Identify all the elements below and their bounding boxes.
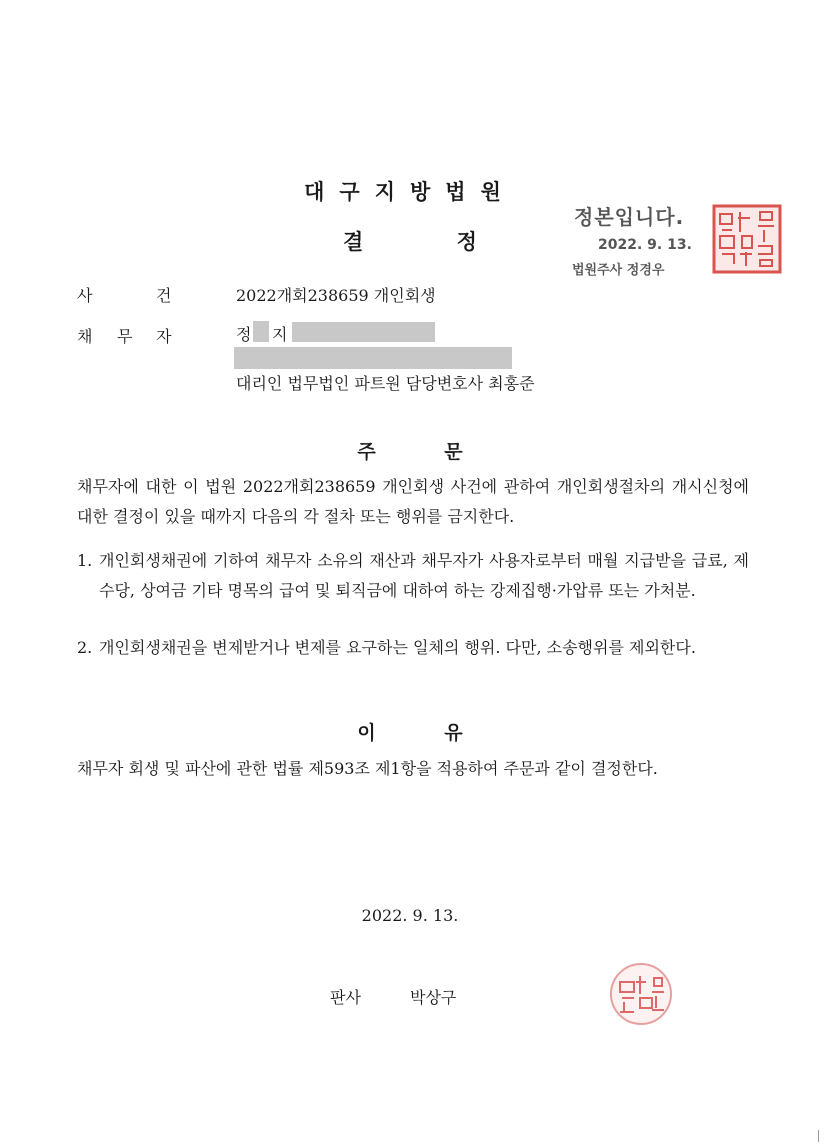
- certification-date: 2022. 9. 13.: [598, 237, 692, 253]
- order-item-number: 2.: [77, 638, 93, 657]
- document-title: 결 정: [343, 230, 477, 254]
- order-item-1: [77, 546, 749, 606]
- page-edge-mark: [818, 1130, 819, 1142]
- judge-name: 박상구: [410, 988, 457, 1007]
- redacted-address-mask: [234, 347, 512, 369]
- debtor-agent: 대리인 법무법인 파트원 담당변호사 최홍준: [236, 374, 535, 393]
- case-number: 2022개회238659 개인회생: [236, 286, 436, 305]
- judge-seal-icon: [606, 958, 676, 1028]
- debtor-label-2: 무: [117, 327, 133, 346]
- order-item-number: 1.: [77, 551, 93, 570]
- decision-date: 2022. 9. 13.: [361, 906, 459, 925]
- debtor-label-1: 채: [77, 327, 93, 346]
- case-label-1: 사: [77, 286, 93, 305]
- order-item-2: [77, 633, 749, 663]
- certification-clerk: 법원주사 정경우: [572, 263, 665, 278]
- order-intro: 채무자에 대한 이 법원 2022개회238659 개인회생 사건에 관하여 개인회생절차의 개시신청에 대한 결정이 있을 때까지 다음의 각 절차 또는 행위를 금지한다.: [77, 477, 749, 526]
- order-item-text: 개인회생채권을 변제받거나 변제를 요구하는 일체의 행위. 다만, 소송행위를 제외한다.: [99, 638, 696, 657]
- court-name: 대구지방법원: [304, 180, 516, 204]
- debtor-label-3: 자: [156, 327, 172, 346]
- redacted-id-mask: [292, 322, 435, 342]
- judge-label: 판사: [330, 988, 361, 1007]
- redacted-name-mask: [253, 321, 269, 342]
- reason-text: 채무자 회생 및 파산에 관한 법률 제593조 제1항을 적용하여 주문과 같이 결정한다.: [77, 759, 658, 778]
- certification-title: 정본입니다.: [574, 205, 685, 229]
- debtor-name-first: 정: [236, 325, 252, 344]
- order-heading: 주 문: [357, 441, 463, 463]
- case-label-2: 건: [156, 286, 172, 305]
- reason-heading: 이 유: [357, 722, 463, 744]
- order-item-text: 개인회생채권에 기하여 채무자 소유의 재산과 채무자가 사용자로부터 매월 지급받을 급료, 제수당, 상여금 기타 명목의 급여 및 퇴직금에 대하여 하는 강제집행·가압류 또는 가처분.: [99, 551, 749, 600]
- court-seal-icon: [712, 204, 782, 274]
- debtor-name-last: 지: [272, 325, 288, 344]
